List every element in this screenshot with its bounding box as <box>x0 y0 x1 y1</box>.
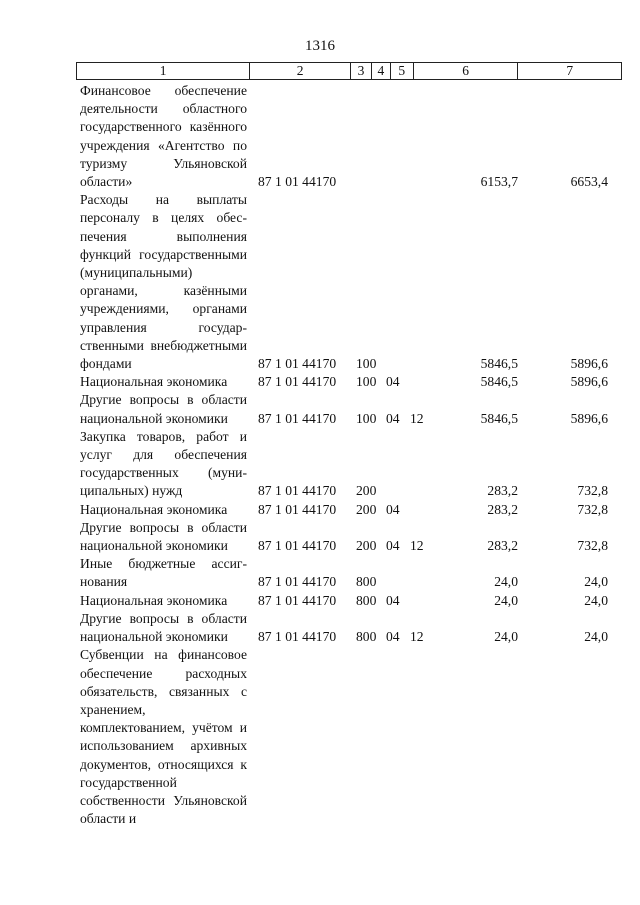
row-value-col7: 24,0 <box>584 629 608 645</box>
row-value-col7: 732,8 <box>577 538 608 554</box>
row-value-col7: 732,8 <box>577 501 608 517</box>
row-subsection: 12 <box>410 410 424 426</box>
row-value-col6: 6153,7 <box>480 174 518 190</box>
row-expense-type: 200 <box>356 483 377 499</box>
row-expense-type: 800 <box>356 629 377 645</box>
row-code: 87 1 01 44170 <box>258 356 337 372</box>
table-row <box>80 610 610 646</box>
table-row <box>80 428 610 501</box>
row-subsection: 12 <box>410 629 424 645</box>
row-value-col6: 283,2 <box>487 538 518 554</box>
table-row <box>80 519 610 555</box>
row-section: 04 <box>386 410 400 426</box>
row-name: Национальная экономика <box>80 374 228 390</box>
table-row <box>80 373 610 391</box>
row-name: Финансовое обеспечение деятельности областного государственного казённого учреждения «Агентство по туризму Ульяновской области» <box>80 83 247 190</box>
row-code: 87 1 01 44170 <box>258 538 337 554</box>
table-row <box>80 391 610 427</box>
row-value-col6: 24,0 <box>494 629 518 645</box>
row-expense-type: 100 <box>356 410 377 426</box>
row-value-col6: 5846,5 <box>480 356 518 372</box>
row-code: 87 1 01 44170 <box>258 501 337 517</box>
row-subsection: 12 <box>410 538 424 554</box>
row-expense-type: 200 <box>356 538 377 554</box>
row-code: 87 1 01 44170 <box>258 574 337 590</box>
row-name: Национальная экономика <box>80 592 228 608</box>
row-value-col6: 24,0 <box>494 574 518 590</box>
row-expense-type: 100 <box>356 356 377 372</box>
row-value-col7: 5896,6 <box>570 410 608 426</box>
row-name: Субвенции на финансовое обеспечение расходных обязательств, связанных с хранением, комплектованием, учётом и использованием архивных документов, относящихся к государственной собственности Ульяновской области и <box>80 647 247 827</box>
row-value-col7: 24,0 <box>584 574 608 590</box>
header-col-7: 7 <box>566 63 574 78</box>
header-col-3: 3 <box>351 63 372 79</box>
page-number: 1316 <box>305 38 335 54</box>
row-value-col7: 6653,4 <box>570 174 608 190</box>
row-name: Закупка товаров, работ и услуг для обеспечения государственных (муниципальных) нужд <box>80 428 247 499</box>
row-value-col6: 5846,5 <box>480 374 518 390</box>
row-section: 04 <box>386 501 400 517</box>
row-value-col6: 283,2 <box>487 483 518 499</box>
row-code: 87 1 01 44170 <box>258 483 337 499</box>
row-code: 87 1 01 44170 <box>258 374 337 390</box>
header-col-6: 6 <box>414 63 519 79</box>
row-expense-type: 200 <box>356 501 377 517</box>
row-value-col7: 5896,6 <box>570 356 608 372</box>
row-name: Иные бюджетные ассигнования <box>80 556 247 590</box>
table-row <box>80 501 610 519</box>
row-value-col7: 5896,6 <box>570 374 608 390</box>
row-code: 87 1 01 44170 <box>258 410 337 426</box>
header-col-5: 5 <box>391 63 414 79</box>
table-row <box>80 555 610 591</box>
table-row <box>80 592 610 610</box>
table-row <box>80 82 610 191</box>
row-section: 04 <box>386 374 400 390</box>
row-expense-type: 100 <box>356 374 377 390</box>
row-value-col6: 5846,5 <box>480 410 518 426</box>
header-col-4: 4 <box>372 63 391 79</box>
row-code: 87 1 01 44170 <box>258 629 337 645</box>
row-name: Национальная экономика <box>80 501 228 517</box>
row-code: 87 1 01 44170 <box>258 174 337 190</box>
row-section: 04 <box>386 592 400 608</box>
header-col-1: 1 <box>77 63 250 79</box>
table-row <box>80 646 610 828</box>
row-expense-type: 800 <box>356 574 377 590</box>
row-expense-type: 800 <box>356 592 377 608</box>
row-section: 04 <box>386 629 400 645</box>
row-value-col6: 283,2 <box>487 501 518 517</box>
header-col-2: 2 <box>250 63 351 79</box>
row-name: Другие вопросы в области национальной экономики <box>80 392 247 426</box>
table-row <box>80 191 610 373</box>
row-name: Другие вопросы в области национальной экономики <box>80 519 247 554</box>
row-value-col7: 732,8 <box>577 483 608 499</box>
row-value-col6: 24,0 <box>494 592 518 608</box>
row-section: 04 <box>386 538 400 554</box>
row-value-col7: 24,0 <box>584 592 608 608</box>
row-name: Другие вопросы в области национальной экономики <box>80 610 247 645</box>
table-body <box>80 82 610 828</box>
row-code: 87 1 01 44170 <box>258 592 337 608</box>
row-name: Расходы на выплаты персоналу в целях обеспечения выполнения функций государственными (муниципальными) органами, казёнными учреждениями, органами управления государственными внебюджетными фондами <box>80 192 247 372</box>
table-header <box>76 62 622 80</box>
